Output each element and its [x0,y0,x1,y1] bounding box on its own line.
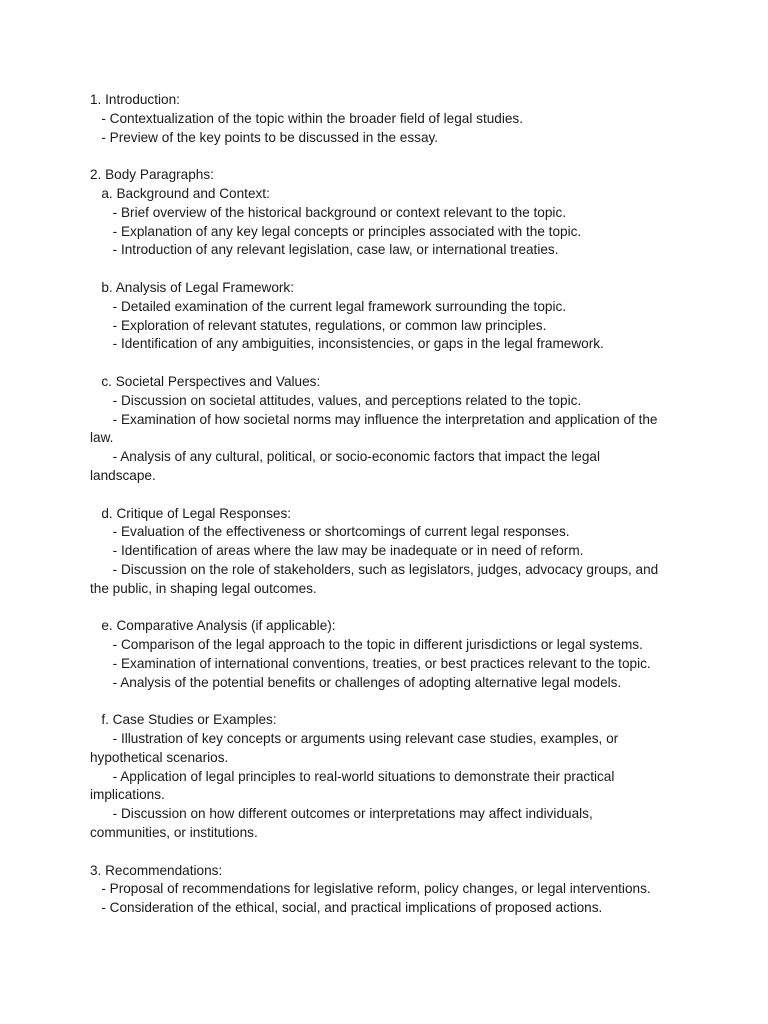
outline-line: c. Societal Perspectives and Values: [90,373,321,389]
outline-line: - Proposal of recommendations for legislative reform, policy changes, or legal interventions. [90,881,651,897]
outline-line: - Consideration of the ethical, social, and practical implications of proposed actions. [90,900,603,916]
outline-line: - Illustration of key concepts or arguments using relevant case studies, examples, or [90,731,619,747]
document-body [90,91,680,918]
blank-line [90,693,680,712]
blank-line [90,599,680,618]
blank-line [90,354,680,373]
outline-line: f. Case Studies or Examples: [90,712,277,728]
outline-line: - Detailed examination of the current legal framework surrounding the topic. [90,298,567,314]
outline-line: - Analysis of any cultural, political, or socio-economic factors that impact the legal [90,449,601,465]
outline-line: the public, in shaping legal outcomes. [90,580,317,596]
blank-line [90,843,680,862]
outline-line: - Brief overview of the historical background or context relevant to the topic. [90,204,567,220]
outline-line: - Contextualization of the topic within the broader field of legal studies. [90,110,523,126]
outline-line: - Examination of how societal norms may influence the interpretation and application of the [90,411,658,427]
outline-line: - Identification of any ambiguities, inconsistencies, or gaps in the legal framework. [90,336,604,352]
outline-line: 2. Body Paragraphs: [90,167,214,183]
outline-line: 1. Introduction: [90,92,180,107]
outline-line: - Comparison of the legal approach to the topic in different jurisdictions or legal systems. [90,637,643,653]
blank-line [90,486,680,505]
outline-line: a. Background and Context: [90,185,270,201]
outline-line: communities, or institutions. [90,825,258,841]
outline-line: e. Comparative Analysis (if applicable): [90,618,336,634]
outline-line: landscape. [90,467,156,483]
blank-line [90,147,680,166]
outline-line: implications. [90,787,165,803]
outline-line: - Identification of areas where the law may be inadequate or in need of reform. [90,543,584,559]
outline-line: - Preview of the key points to be discussed in the essay. [90,129,439,145]
outline-line: - Analysis of the potential benefits or challenges of adopting alternative legal models. [90,674,622,690]
outline-line: - Application of legal principles to real-world situations to demonstrate their practical [90,768,615,784]
outline-line: hypothetical scenarios. [90,749,229,765]
outline-line: b. Analysis of Legal Framework: [90,279,295,295]
outline-line: - Exploration of relevant statutes, regulations, or common law principles. [90,317,547,333]
outline-line: - Discussion on the role of stakeholders, such as legislators, judges, advocacy groups, and [90,561,659,577]
outline-line: - Discussion on societal attitudes, values, and perceptions related to the topic. [90,392,582,408]
outline-line: - Explanation of any key legal concepts or principles associated with the topic. [90,223,582,239]
outline-line: - Introduction of any relevant legislation, case law, or international treaties. [90,242,559,258]
outline-line: - Evaluation of the effectiveness or shortcomings of current legal responses. [90,524,570,540]
outline-line: 3. Recommendations: [90,862,223,878]
outline-line: d. Critique of Legal Responses: [90,505,292,521]
outline-line: law. [90,430,114,446]
blank-line [90,260,680,279]
outline-line: - Discussion on how different outcomes or interpretations may affect individuals, [90,806,593,822]
outline-line: - Examination of international conventions, treaties, or best practices relevant to the topic. [90,655,651,671]
